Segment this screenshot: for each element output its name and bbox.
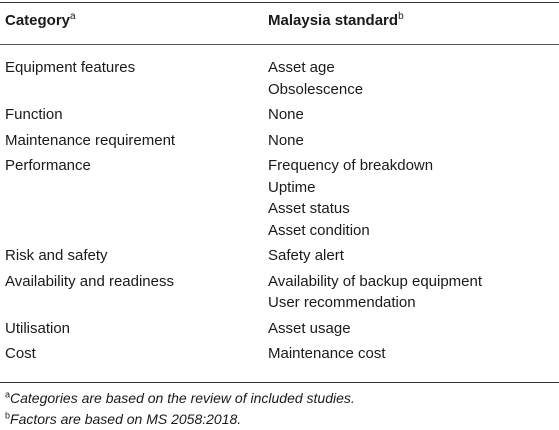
footnote-b-marker: b — [5, 410, 11, 421]
factor-item: Safety alert — [268, 247, 344, 264]
factor-item: Uptime — [268, 178, 316, 196]
category-cell: Function — [5, 106, 63, 123]
header-category-label: Category — [5, 12, 71, 29]
table-header-rule — [0, 44, 559, 45]
factors-cell — [268, 343, 386, 365]
footnote-b-text: Factors are based on MS 2058:2018. — [10, 411, 242, 427]
footnote-a — [5, 388, 355, 409]
footnote-a-marker: a — [5, 389, 11, 400]
category-cell: Availability and readiness — [5, 272, 174, 290]
table-footnotes — [5, 388, 355, 430]
factors-cell — [268, 271, 482, 314]
factor-item: Asset status — [268, 200, 350, 217]
factors-cell — [268, 57, 363, 100]
factor-item: None — [268, 131, 304, 149]
factor-item: Frequency of breakdown — [268, 157, 434, 174]
category-cell: Performance — [5, 157, 91, 174]
factor-item: None — [268, 106, 304, 123]
header-standard-footnote-marker: b — [398, 11, 404, 22]
category-cell: Utilisation — [5, 319, 71, 337]
factors-cell — [268, 155, 433, 241]
table-header — [0, 12, 559, 36]
factor-item: Availability of backup equipment — [268, 272, 483, 290]
category-cell: Cost — [5, 345, 36, 362]
factor-item: Asset age — [268, 59, 335, 76]
factor-item: User recommendation — [268, 294, 416, 311]
header-category — [5, 12, 76, 29]
table-bottom-rule — [0, 382, 559, 383]
factor-item: Obsolescence — [268, 80, 364, 98]
factors-cell — [268, 245, 344, 267]
table-top-rule — [0, 2, 559, 3]
factors-cell — [268, 104, 304, 126]
header-standard — [268, 12, 404, 29]
footnote-a-text: Categories are based on the review of included studies. — [10, 390, 355, 406]
category-cell: Maintenance requirement — [5, 131, 176, 149]
factors-cell — [268, 318, 351, 340]
factor-item: Asset condition — [268, 221, 370, 239]
factor-item: Asset usage — [268, 319, 351, 337]
category-cell: Equipment features — [5, 59, 136, 76]
header-standard-label: Malaysia standard — [268, 12, 399, 29]
category-cell: Risk and safety — [5, 247, 108, 264]
factors-cell — [268, 130, 304, 152]
factor-item: Maintenance cost — [268, 345, 386, 362]
header-category-footnote-marker: a — [70, 11, 76, 22]
